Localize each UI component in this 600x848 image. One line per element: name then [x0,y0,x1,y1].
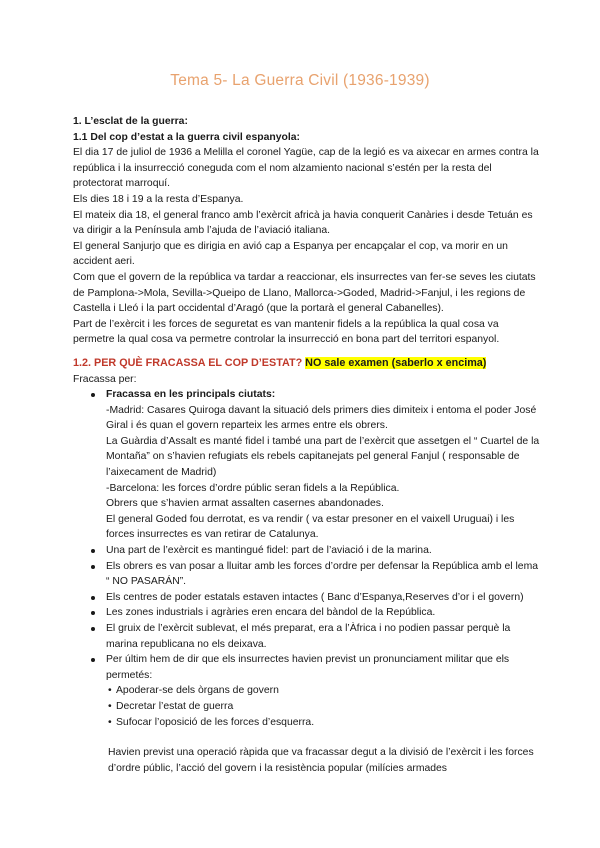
list-item: Els centres de poder estatals estaven intactes ( Banc d’Espanya,Reserves d’or i el govern) [73,590,543,606]
sub-list-item: • Decretar l’estat de guerra [108,700,234,712]
sub-list-item-text: Decretar l’estat de guerra [116,700,234,712]
paragraph: Els dies 18 i 19 a la resta d’Espanya. [73,193,244,205]
highlight-note: NO sale examen (saberlo x encima) [305,356,487,369]
list-item [73,387,543,543]
sub-list-item: • Apoderar-se dels òrgans de govern [108,685,279,697]
paragraph: El general Sanjurjo que es dirigia en avió cap a Espanya per encapçalar el cop, va morir en un accident aeri. [73,240,508,268]
paragraph: El dia 17 de juliol de 1936 a Melilla el coronel Yagüe, cap de la legió es va aixecar en armes contra la república i la insurrecció coneguda com el nom alzamiento nacional s’estén per la resta del protectorat marroquí. [73,147,539,190]
section-heading: 1. L’esclat de la guerra: [73,116,188,127]
sub-list-item-text: Sufocar l’oposició de les forces d’esquerra. [116,716,315,728]
sub-list-item-text: Apoderar-se dels òrgans de govern [116,685,279,697]
section2-heading: 1.2. PER QUÈ FRACASSA EL COP D’ESTAT? [73,356,303,369]
paragraph: Part de l’exèrcit i les forces de seguretat es van mantenir fidels a la república la qual cosa va permetre la qual cosa va permetre controlar la insurrecció en bona part del territori espanyol. [73,318,500,346]
list-item-line: -Madrid: Casares Quiroga davant la situació dels primers dies dimiteix i entoma el poder José Giral i és quan el govern reparteix les armes entre els obrers. [106,404,537,432]
subsection-heading: 1.1 Del cop d’estat a la guerra civil espanyola: [73,131,300,143]
sub-list-item: • Sufocar l’oposició de les forces d’esquerra. [108,716,315,728]
sub-bullets-list [73,683,543,730]
list-item: El gruix de l’exèrcit sublevat, el més preparat, era a l’Àfrica i no podien passar perquè la marina republicana no els deixava. [73,621,543,652]
list-item: Per últim hem de dir que els insurrectes havien previst un pronunciament militar que els permetés: [73,652,543,683]
section2-heading-line [73,356,543,372]
paragraph: Com que el govern de la república va tardar a reaccionar, els insurrectes van fer-se seves les ciutats de Pamplona->Mola, Sevilla->Queipo de Llano, Mallorca->Goded, Madrid->Fanjul, i les regions de Castella i Lleó i la part occidental d’Aragó (que la portarà el general Cabanelles). [73,271,536,315]
page-title: Tema 5- La Guerra Civil (1936-1939) [170,72,430,89]
list-item-line: El general Goded fou derrotat, es va rendir ( va estar presoner en el vaixell Uruguai) i les forces insurrectes es van retirar de Catalunya. [106,513,515,541]
reasons-list [73,387,543,683]
list-item: Els obrers es van posar a lluitar amb les forces d’ordre per defensar la República amb el lema “ NO PASARÁN”. [73,559,543,590]
list-item: Les zones industrials i agràries eren encara del bàndol de la República. [73,605,543,621]
list-item-title: Fracassa en les principals ciutats: [106,389,276,401]
paragraph: El mateix dia 18, el general franco amb l’exèrcit africà ja havia conquerit Canàries i desde Tetuán es va dirigir a la Península amb l’ajuda de l’aviació italiana. [73,209,533,237]
list-item-line: Obrers que s’havien armat assalten casernes abandonades. [106,498,384,510]
list-item-line: -Barcelona: les forces d’ordre públic seran fidels a la República. [106,482,400,494]
document-body [73,114,543,776]
closing-paragraph: Havien previst una operació ràpida que va fracassar degut a la divisió de l’exèrcit i les forces d’ordre públic, l’acció del govern i la resistència popular (milícies armades [108,747,534,774]
intro-text: Fracassa per: [73,373,137,385]
list-item-line: La Guàrdia d’Assalt es manté fidel i també una part de l’exèrcit que assetgen el “ Cuartel de la Montaña” on s’havien refugiats els rebels capitanejats pel general Fanjul ( responsable de l’aixecament de Madrid) [106,435,540,479]
list-item: Una part de l’exèrcit es mantingué fidel: part de l’aviació i de la marina. [73,543,543,559]
